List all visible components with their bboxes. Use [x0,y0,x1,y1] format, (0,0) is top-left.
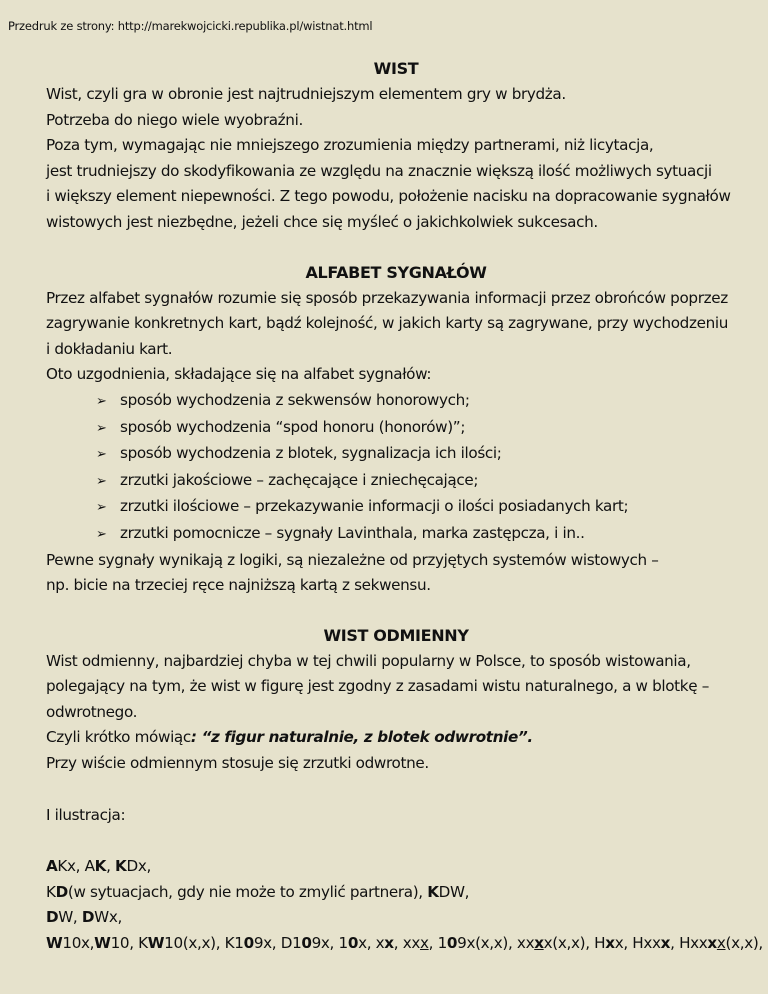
paragraph-line: zagrywanie konkretnych kart, bądź kolejność, w jakich karty są zagrywane, przy wychodzeniu [46,314,729,333]
section-heading-alfabet: ALFABET SYGNAŁÓW [305,262,487,282]
list-item: ➢ zrzutki jakościowe – zachęcające i zniechęcające; [46,468,746,495]
example-line: KD(w sytuacjach, gdy nie może to zmylić partnera), KDW, [46,882,470,901]
section-alfabet-sygnalow [46,260,746,599]
arrow-bullet-icon: ➢ [96,500,107,516]
section-wist [46,56,746,236]
paragraph-line: polegający na tym, że wist w figurę jest zgodny z zasadami wistu naturalnego, a w blotkę – [46,677,709,696]
paragraph-line: i dokładaniu kart. [46,339,173,358]
section-wist-odmienny [46,623,763,957]
example-line: W10x,W10, KW10(x,x), K109x, D109x, 10x, xx, xxx, 109x(x,x), xxxx(x,x), Hxx, Hxxx, Hxxxx(x,x), [46,934,763,953]
card-examples [46,854,763,956]
paragraph-line: Wist odmienny, najbardziej chyba w tej chwili popularny w Polsce, to sposób wistowania, [46,651,691,670]
arrow-bullet-icon: ➢ [96,420,107,436]
example-line: DW, DWx, [46,908,122,927]
summary-line: Czyli krótko mówiąc: “z figur naturalnie, z blotek odwrotnie”. [46,728,533,747]
signal-list [46,388,746,548]
paragraph-line: Oto uzgodnienia, składające się na alfabet sygnałów: [46,365,432,384]
list-item: ➢ zrzutki ilościowe – przekazywanie informacji o ilości posiadanych kart; [46,494,746,521]
list-item: ➢ sposób wychodzenia “spod honoru (honorów)”; [46,415,746,442]
list-item: ➢ zrzutki pomocnicze – sygnały Lavinthala, marka zastępcza, i in.. [46,521,746,548]
section-heading-wist-odmienny: WIST ODMIENNY [323,625,469,645]
list-item: ➢ sposób wychodzenia z sekwensów honorowych; [46,388,746,415]
paragraph-line: wistowych jest niezbędne, jeżeli chce się myśleć o jakichkolwiek sukcesach. [46,212,598,231]
paragraph-line: Potrzeba do niego wiele wyobraźni. [46,110,303,129]
arrow-bullet-icon: ➢ [96,447,107,463]
paragraph-line: Pewne sygnały wynikają z logiki, są niezależne od przyjętych systemów wistowych – [46,550,659,569]
source-line: Przedruk ze strony: http://marekwojcicki.republika.pl/wistnat.html [8,19,373,33]
paragraph-line: Wist, czyli gra w obronie jest najtrudniejszym elementem gry w brydża. [46,85,566,103]
arrow-bullet-icon: ➢ [96,473,107,489]
list-item: ➢ sposób wychodzenia z blotek, sygnalizacja ich ilości; [46,441,746,468]
paragraph-line: Poza tym, wymagając nie mniejszego zrozumienia między partnerami, niż licytacja, [46,136,654,155]
paragraph-line: Przez alfabet sygnałów rozumie się sposób przekazywania informacji przez obrońców poprzez [46,288,728,307]
paragraph-line: jest trudniejszy do skodyfikowania ze względu na znacznie większą ilość możliwych sytuacji [46,161,712,180]
paragraph-line: Przy wiście odmiennym stosuje się zrzutki odwrotne. [46,754,429,773]
document-body [46,56,763,957]
section-heading-wist: WIST [373,59,419,78]
paragraph-line: np. bicie na trzeciej ręce najniższą kartą z sekwensu. [46,576,431,595]
summary-quote: : “z figur naturalnie, z blotek odwrotnie”. [190,728,533,747]
paragraph-line: i większy element niepewności. Z tego powodu, położenie nacisku na dopracowanie sygnałów [46,187,731,206]
illustration-label: I ilustracja: [46,805,126,824]
arrow-bullet-icon: ➢ [96,526,107,542]
example-line: AKx, AK, KDx, [46,857,151,876]
arrow-bullet-icon: ➢ [96,393,107,409]
paragraph-line: odwrotnego. [46,702,138,721]
